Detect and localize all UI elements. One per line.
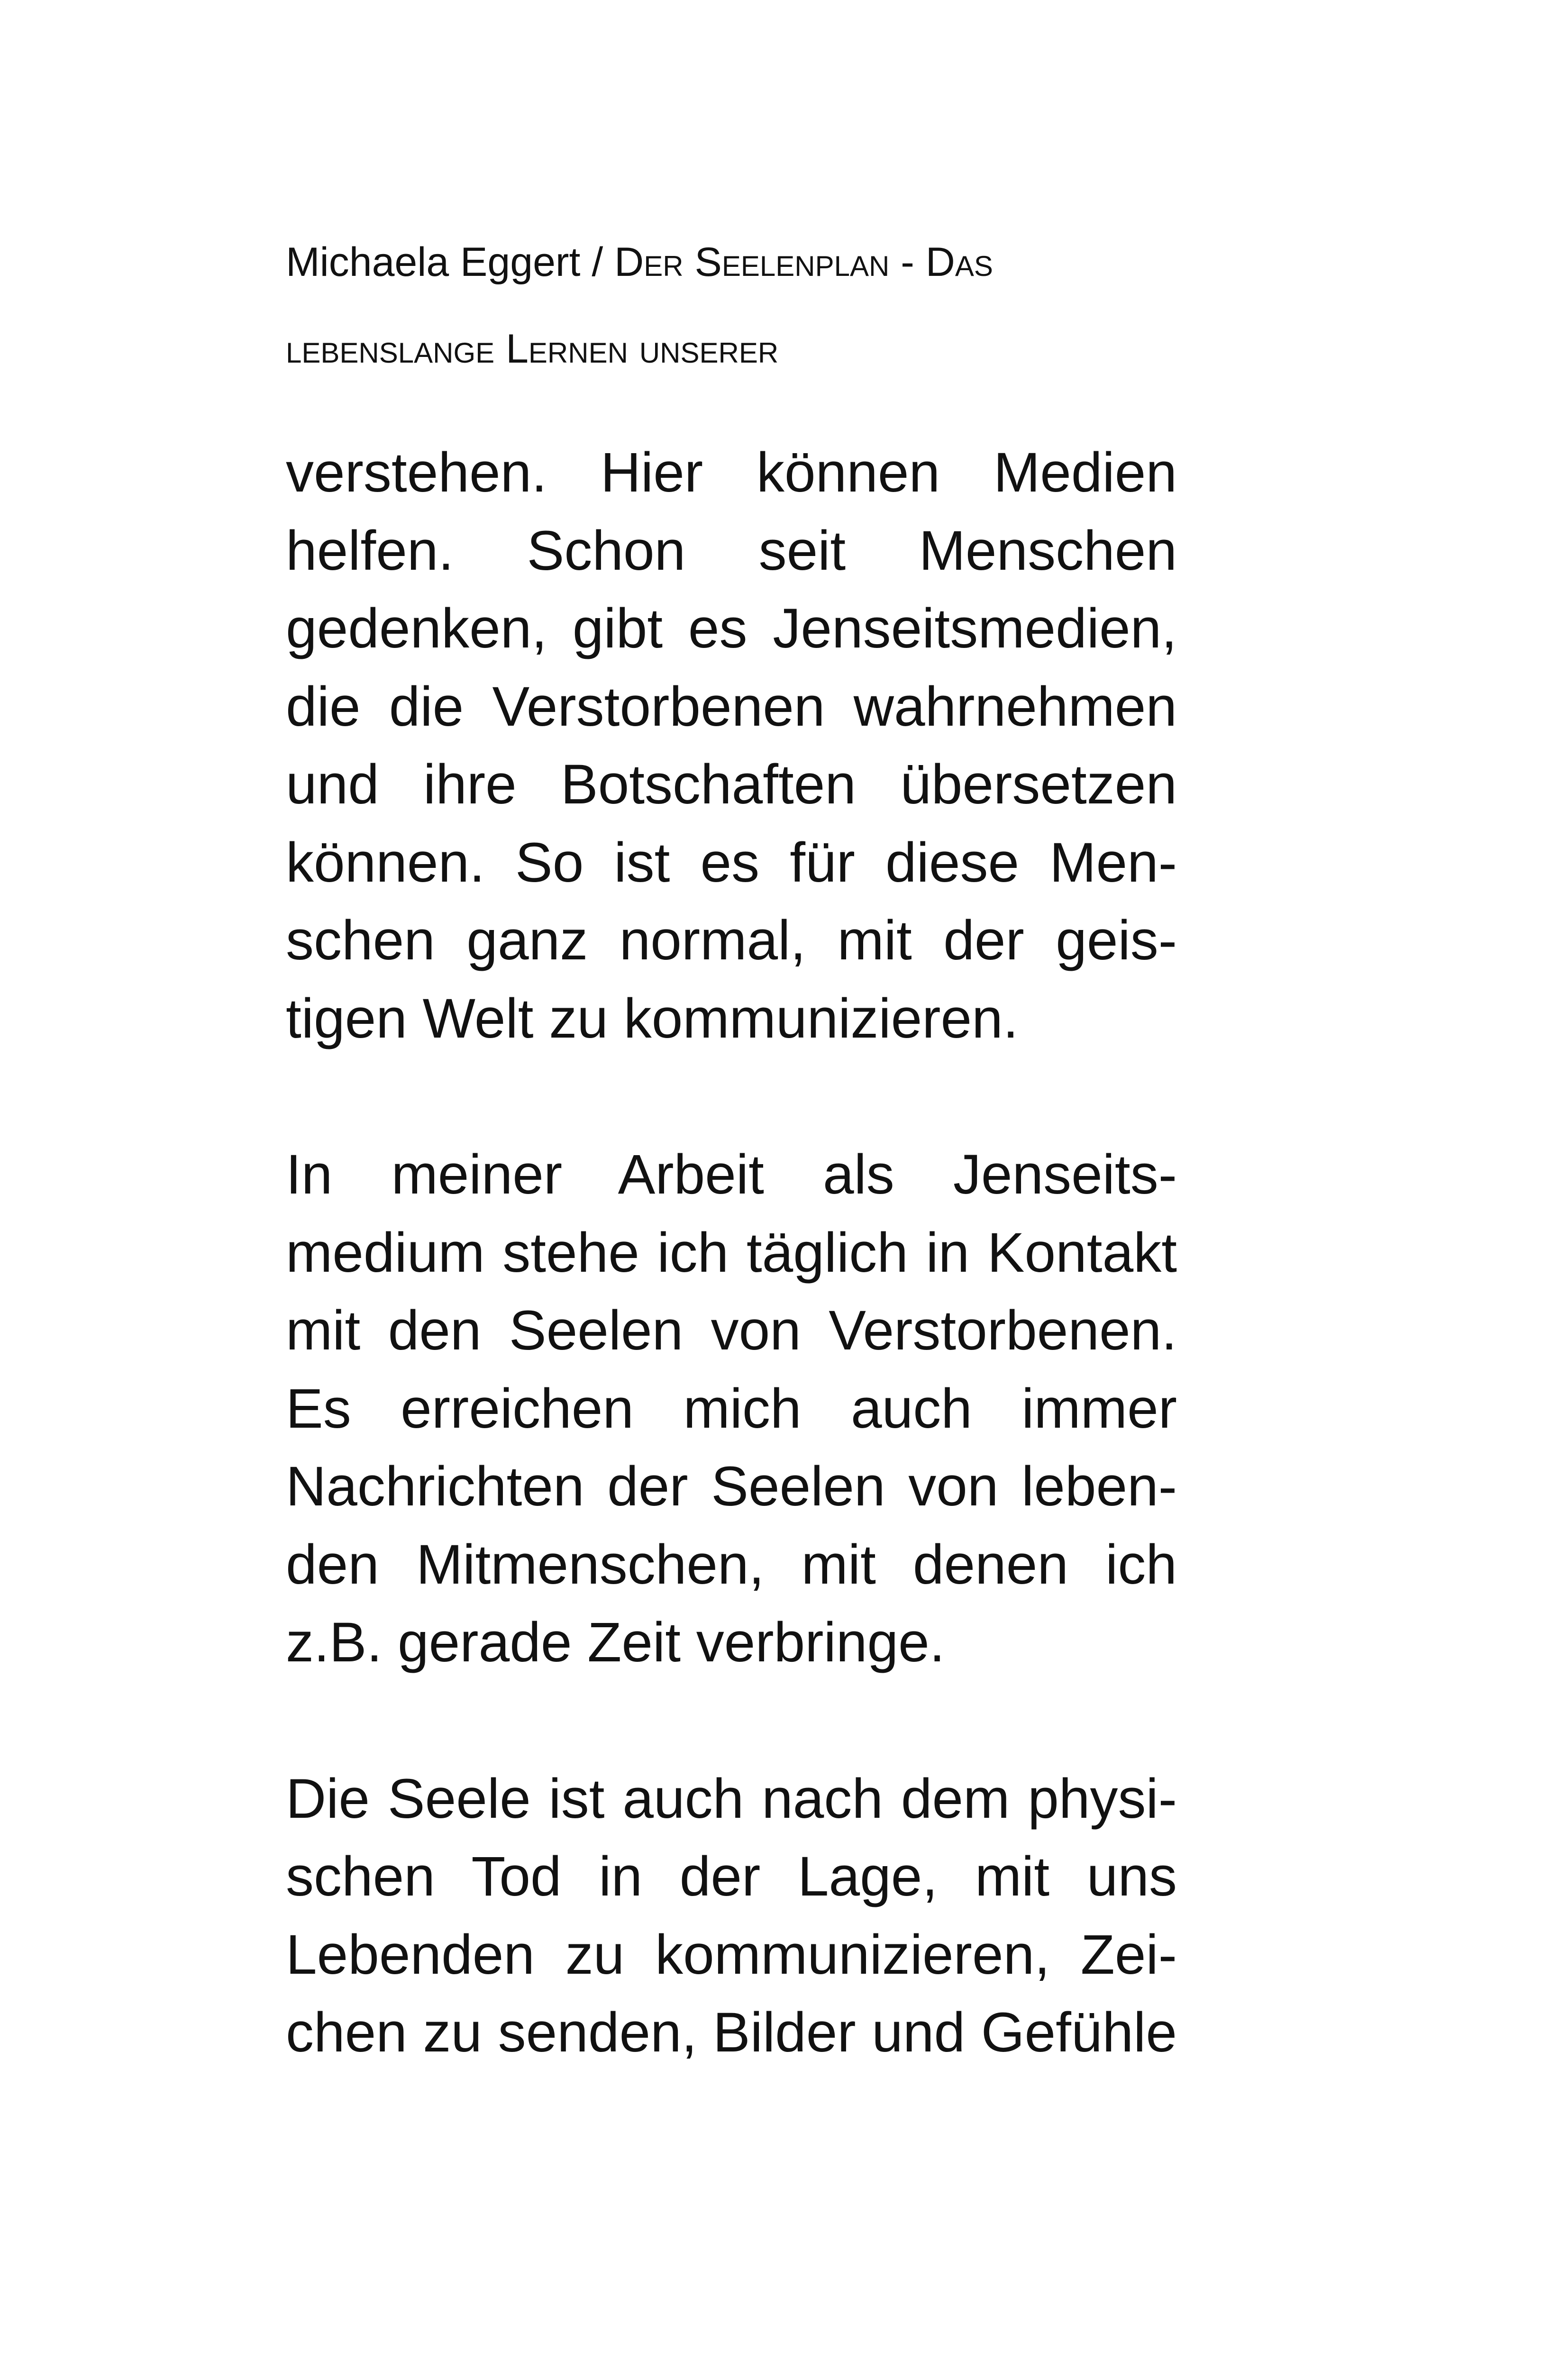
paragraph-2 — [286, 1136, 1177, 1682]
text-line: und ihre Botschaften übersetzen — [286, 753, 1177, 816]
text-line: schen ganz normal, mit der geis- — [286, 909, 1177, 972]
header-title: Der Seelenplan - Das lebenslange Lernen unserer — [286, 239, 993, 372]
text-line: tigen Welt zu kommunizieren. — [286, 987, 1019, 1050]
text-line: Nachrichten der Seelen von leben- — [286, 1455, 1177, 1518]
text-line: helfen. Schon seit Menschen — [286, 519, 1177, 582]
text-line: Es erreichen mich auch immer — [286, 1377, 1177, 1440]
text-line: gedenken, gibt es Jenseitsmedien, — [286, 597, 1177, 660]
text-line: chen zu senden, Bilder und Gefühle — [286, 2001, 1177, 2064]
text-line: verstehen. Hier können Medien — [286, 441, 1177, 504]
running-header — [286, 219, 1177, 392]
text-line: die die Verstorbenen wahrnehmen — [286, 675, 1177, 738]
text-line: Die Seele ist auch nach dem physi- — [286, 1767, 1177, 1830]
text-line: z.B. gerade Zeit verbringe. — [286, 1611, 945, 1674]
paragraph-1 — [286, 434, 1177, 1057]
header-author: Michaela Eggert / — [286, 239, 615, 285]
paragraph-3 — [286, 1760, 1177, 2072]
text-line: mit den Seelen von Verstorbenen. — [286, 1299, 1177, 1362]
text-line: können. So ist es für diese Men- — [286, 831, 1177, 894]
text-line: schen Tod in der Lage, mit uns — [286, 1845, 1177, 1908]
text-line: In meiner Arbeit als Jenseits- — [286, 1143, 1177, 1206]
text-line: den Mitmenschen, mit denen ich — [286, 1533, 1177, 1596]
text-line: Lebenden zu kommunizieren, Zei- — [286, 1923, 1177, 1986]
text-line: medium stehe ich täglich in Kontakt — [286, 1221, 1177, 1284]
body-text — [286, 434, 1177, 2150]
